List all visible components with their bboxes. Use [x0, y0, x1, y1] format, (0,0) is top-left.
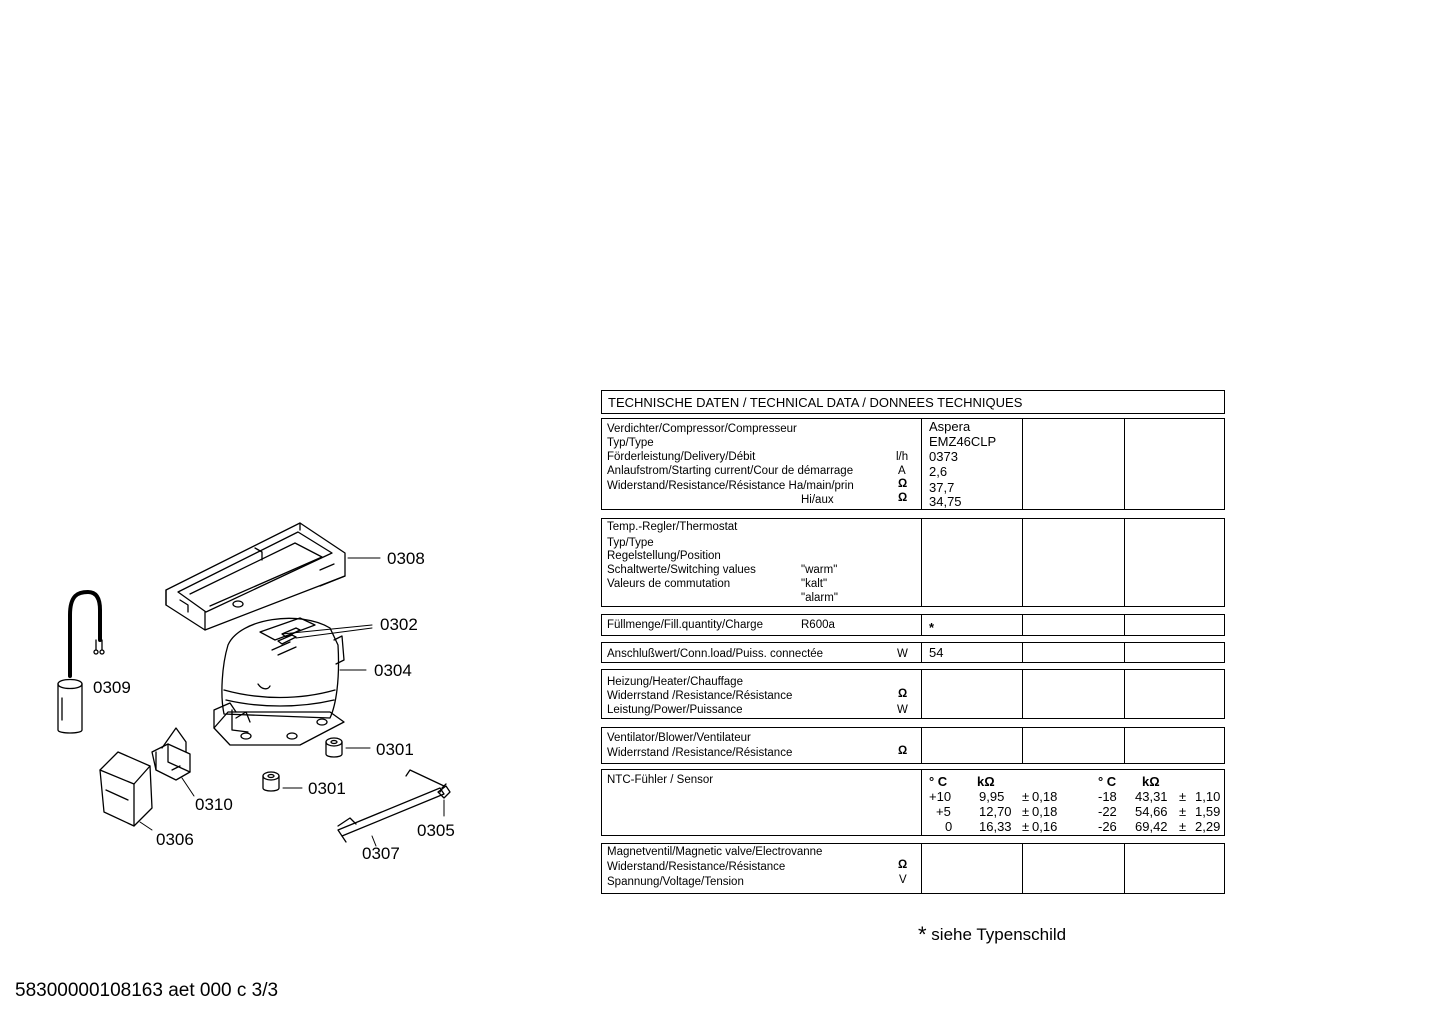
ntc-right-res-header: kΩ	[1142, 774, 1160, 789]
ntc-right-row3-res: 69,42	[1135, 819, 1168, 834]
ntc-section	[601, 769, 1225, 836]
starting-current-label: Anlaufstrom/Starting current/Cour de démarrage	[607, 465, 854, 477]
resistance-main-label: Widerstand/Resistance/Résistance Ha/main/prin	[607, 480, 854, 492]
ntc-left-temp-header: ° C	[929, 774, 948, 789]
part-label-0308: 0308	[387, 549, 425, 568]
part-label-0301-upper: 0301	[376, 740, 414, 759]
grommet-part-0301a	[326, 738, 342, 757]
compressor-section	[601, 418, 1225, 510]
ntc-left-row1-res: 9,95	[979, 789, 1005, 804]
part-label-0304: 0304	[374, 661, 412, 680]
resistance-aux-label: Hi/aux	[801, 494, 834, 506]
fan-section	[601, 727, 1225, 764]
starting-current-unit: A	[898, 465, 906, 477]
thermostat-type-label: Typ/Type	[607, 537, 654, 549]
refrigerant-value: R600a	[801, 619, 835, 631]
part-label-0301-lower: 0301	[308, 779, 346, 798]
note-text: siehe Typenschild	[931, 925, 1067, 944]
ntc-right-row1-tol: 1,10	[1195, 789, 1221, 804]
ntc-left-row3-res: 16,33	[979, 819, 1012, 834]
resistance-aux-unit: Ω	[898, 492, 908, 504]
ntc-right-row3-temp: -26	[1098, 819, 1117, 834]
capacitor-part-0309	[58, 592, 104, 733]
heater-power-label: Leistung/Power/Puissance	[607, 704, 743, 716]
valve-resistance-unit: Ω	[898, 859, 908, 871]
connected-load-label: Anschlußwert/Conn.load/Puiss. connectée	[607, 648, 824, 660]
thermostat-label: Temp.-Regler/Thermostat	[607, 521, 738, 533]
ntc-right-row2-res: 54,66	[1135, 804, 1168, 819]
relay-cover-part-0306	[100, 752, 152, 826]
compressor-brand-value: Aspera	[929, 419, 971, 434]
resistance-aux-value: 34,75	[929, 494, 962, 509]
connected-load-unit: W	[897, 648, 908, 660]
ntc-left-res-header: kΩ	[977, 774, 995, 789]
starting-current-value: 2,6	[929, 464, 948, 479]
ntc-left-row3-tol: 0,16	[1032, 819, 1058, 834]
parts-drawing	[0, 0, 600, 900]
part-label-0306: 0306	[156, 830, 194, 849]
ntc-left-row1-pm: ±	[1022, 789, 1030, 804]
part-label-0302: 0302	[380, 615, 418, 634]
heater-label: Heizung/Heater/Chauffage	[607, 676, 743, 688]
delivery-label: Förderleistung/Delivery/Débit	[607, 451, 756, 463]
fan-resistance-unit: Ω	[898, 745, 908, 757]
compressor-type-label: Typ/Type	[607, 437, 654, 449]
part-label-0310: 0310	[195, 795, 233, 814]
leader-lines	[140, 558, 444, 846]
ntc-right-row1-res: 43,31	[1135, 789, 1168, 804]
ntc-left-row1-temp: +10	[929, 789, 952, 804]
heater-resistance-unit: Ω	[898, 688, 908, 700]
tray-cover-part-0308	[166, 523, 345, 630]
delivery-unit: l/h	[896, 451, 909, 463]
heater-section	[601, 669, 1225, 719]
ntc-right-row3-pm: ±	[1179, 819, 1187, 834]
valve-section	[601, 843, 1225, 894]
terminal-part-0302	[278, 628, 300, 644]
ntc-left-row2-res: 12,70	[979, 804, 1012, 819]
valve-voltage-unit: V	[899, 874, 907, 886]
table-title: TECHNISCHE DATEN / TECHNICAL DATA / DONNEES TECHNIQUES	[608, 395, 1023, 410]
ntc-left-row2-temp: +5	[936, 804, 951, 819]
ntc-right-temp-header: ° C	[1098, 774, 1117, 789]
ntc-right-row1-temp: -18	[1098, 789, 1117, 804]
ntc-right-row2-tol: 1,59	[1195, 804, 1221, 819]
valve-voltage-label: Spannung/Voltage/Tension	[607, 876, 744, 888]
commutation-values-label: Valeurs de commutation	[607, 578, 731, 590]
position-label: Regelstellung/Position	[607, 550, 721, 562]
part-label-0305: 0305	[417, 821, 455, 840]
thermostat-section	[601, 518, 1225, 607]
ntc-right-row3-tol: 2,29	[1195, 819, 1221, 834]
ntc-right-row1-pm: ±	[1179, 789, 1187, 804]
resistance-main-value: 37,7	[929, 480, 955, 495]
document-footer-id: 58300000108163 aet 000 c 3/3	[15, 980, 279, 1001]
fan-resistance-label: Widerrstand /Resistance/Résistance	[607, 747, 793, 759]
ntc-right-row2-temp: -22	[1098, 804, 1117, 819]
relay-part-0310	[152, 728, 190, 780]
switch-value-alarm: "alarm"	[801, 592, 838, 604]
ntc-left-row2-tol: 0,18	[1032, 804, 1058, 819]
ntc-right-row2-pm: ±	[1179, 804, 1187, 819]
grommet-part-0301b	[263, 772, 279, 791]
ntc-label: NTC-Fühler / Sensor	[607, 774, 714, 786]
switching-values-label: Schaltwerte/Switching values	[607, 564, 756, 576]
note-star: *	[918, 922, 927, 947]
compressor-label: Verdichter/Compressor/Compresseur	[607, 423, 797, 435]
part-label-0307: 0307	[362, 844, 400, 863]
resistance-main-unit: Ω	[898, 478, 908, 490]
heater-power-unit: W	[897, 704, 908, 716]
heater-resistance-label: Widerrstand /Resistance/Résistance	[607, 690, 793, 702]
valve-label: Magnetventil/Magnetic valve/Electrovanne	[607, 846, 823, 858]
fan-label: Ventilator/Blower/Ventilateur	[607, 732, 751, 744]
compressor-part-0304	[214, 618, 344, 745]
switch-value-kalt: "kalt"	[801, 578, 828, 590]
ntc-left-row2-pm: ±	[1022, 804, 1030, 819]
compressor-type-value: EMZ46CLP	[929, 434, 997, 449]
table-title-box	[601, 390, 1225, 414]
charge-value: *	[929, 620, 935, 635]
connected-load-section	[601, 642, 1225, 663]
charge-section	[601, 614, 1225, 636]
delivery-value: 0373	[929, 449, 958, 464]
ntc-left-row3-pm: ±	[1022, 819, 1030, 834]
part-label-0309: 0309	[93, 678, 131, 697]
ntc-left-row3-temp: 0	[945, 819, 953, 834]
connected-load-value: 54	[929, 645, 944, 660]
type-plate-note	[918, 922, 1066, 948]
ntc-left-row1-tol: 0,18	[1032, 789, 1058, 804]
charge-label: Füllmenge/Fill.quantity/Charge	[607, 619, 763, 631]
switch-value-warm: "warm"	[801, 564, 838, 576]
valve-resistance-label: Widerstand/Resistance/Résistance	[607, 861, 786, 873]
